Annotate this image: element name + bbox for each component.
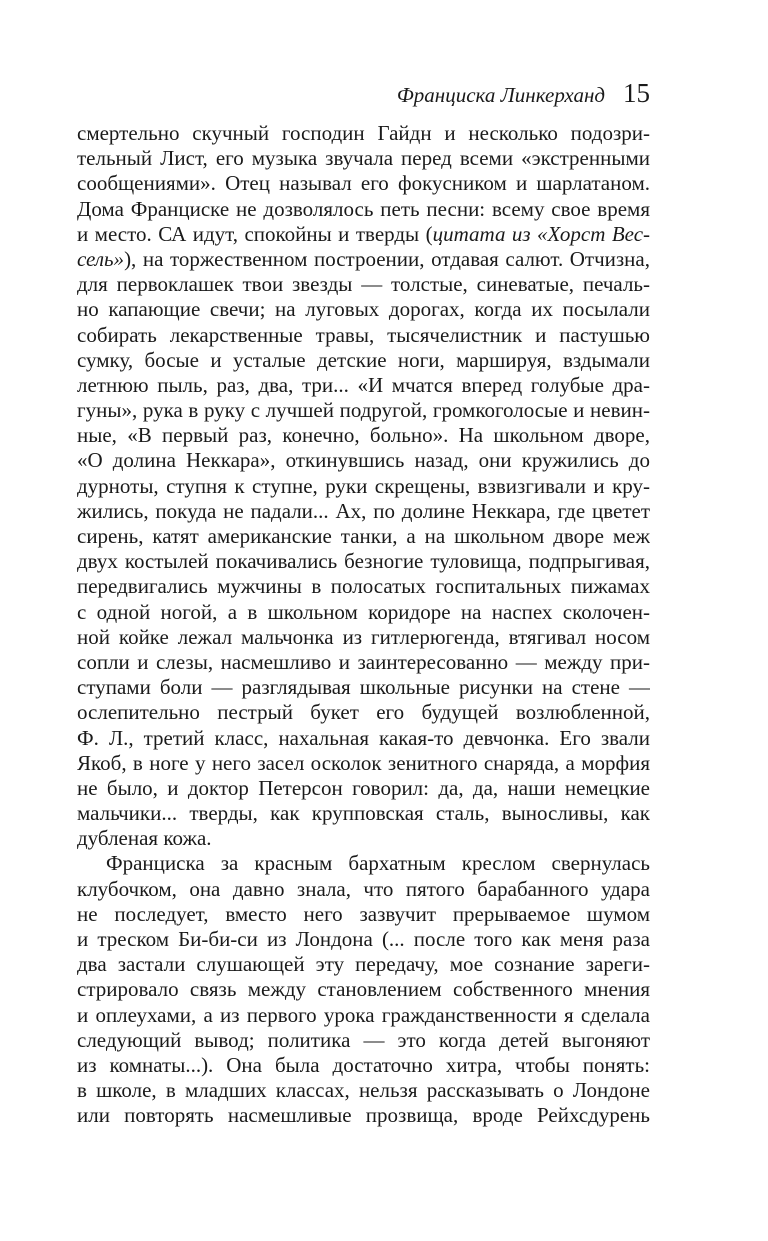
text-line: но капающие свечи; на луговых дорогах, когда их посылали (77, 297, 650, 322)
text-line: собирать лекарственные травы, тысячелистник и пастушью (77, 322, 650, 347)
text-line: не было, и доктор Петерсон говорил: да, да, наши немецкие (77, 775, 650, 800)
text-line: дубленая кожа. (77, 826, 212, 851)
text-line: сопли и слезы, насмешливо и заинтересованно — между при- (77, 649, 650, 674)
text-line: следующий вывод; политика — это когда детей выгоняют (77, 1027, 650, 1052)
italic-citation: цитата из «Хорст Вес- (432, 221, 650, 246)
text-line: Ф. Л., третий класс, нахальная какая-то девчонка. Его звали (77, 725, 650, 750)
text-line: летнюю пыль, раз, два, три... «И мчатся вперед голубые дра- (77, 372, 650, 397)
text-line: клубочком, она давно знала, что пятого барабанного удара (77, 876, 650, 901)
text-line: для первоклашек твои звезды — толстые, синеватые, печаль- (77, 272, 650, 297)
text-line: смертельно скучный господин Гайдн и несколько подозри- (77, 121, 650, 145)
text-line: ослепительно пестрый букет его будущей возлюбленной, (77, 700, 650, 725)
text-line: сообщениями». Отец называл его фокусником и шарлатаном. (77, 171, 650, 196)
text-line: и оплеухами, а из первого урока гражданственности я сделала (77, 1002, 650, 1027)
text-line: сирень, катят американские танки, а на школьном дворе меж (77, 524, 650, 548)
text-line: и треском Би-би-си из Лондона (... после того как меня раза (77, 927, 650, 951)
text-line: два застали слушающей эту передачу, мое сознание зареги- (77, 952, 650, 977)
body-text (77, 121, 650, 1129)
text-line: ной койке лежал мальчонка из гитлерюгенда, втягивал носом (77, 624, 650, 649)
text-line: ные, «В первый раз, конечно, больно». На школьном дворе, (77, 423, 650, 448)
italic-citation: сель» (77, 246, 125, 271)
text-line: жились, покуда не падали... Ах, по долине Неккара, где цветет (77, 498, 650, 523)
text-line: стрировало связь между становлением собственного мнения (77, 977, 650, 1002)
text-line: с одной ногой, а в школьном коридоре на наспех сколочен- (77, 599, 650, 624)
text-line: и место. СА идут, спокойны и тверды (цитата из «Хорст Вес- (77, 221, 650, 246)
text-line: или повторять насмешливые прозвища, вроде Рейхсдурень (77, 1103, 650, 1128)
text-line: Дома Франциске не дозволялось петь песни: всему свое время (77, 196, 650, 221)
text-line: тельный Лист, его музыка звучала перед всеми «экстренными (77, 146, 650, 171)
text-line: двух костылей покачивались безногие туловища, подпрыгивая, (77, 549, 650, 574)
text-line: Франциска за красным бархатным креслом свернулась (106, 851, 650, 876)
text-line: сумку, босые и усталые детские ноги, маршируя, вздымали (77, 347, 650, 372)
text-line: ступами боли — разглядывая школьные рисунки на стене — (77, 675, 650, 700)
text-line: мальчики... тверды, как крупповская сталь, выносливы, как (77, 801, 650, 826)
text-line: передвигались мужчины в полосатых госпитальных пижамах (77, 574, 650, 599)
text-line: Якоб, в ноге у него засел осколок зенитного снаряда, а морфия (77, 750, 650, 775)
page-number: 15 (623, 78, 650, 108)
text-line: дурноты, ступня к ступне, руки скрещены, взвизгивали и кру- (77, 473, 650, 498)
text-line: не последует, вместо него зазвучит прерываемое шумом (77, 901, 650, 926)
text-line: из комнаты...). Она была достаточно хитра, чтобы понять: (77, 1052, 650, 1077)
text-line: гуны», рука в руку с лучшей подругой, громкоголосые и невин- (77, 398, 650, 423)
text-line: «О долина Неккара», откинувшись назад, они кружились до (77, 448, 650, 473)
running-header (397, 78, 650, 109)
text-line: в школе, в младших классах, нельзя рассказывать о Лондоне (77, 1078, 650, 1103)
running-title: Франциска Линкерханд (396, 83, 605, 107)
text-line: сель»), на торжественном построении, отдавая салют. Отчизна, (77, 246, 650, 271)
